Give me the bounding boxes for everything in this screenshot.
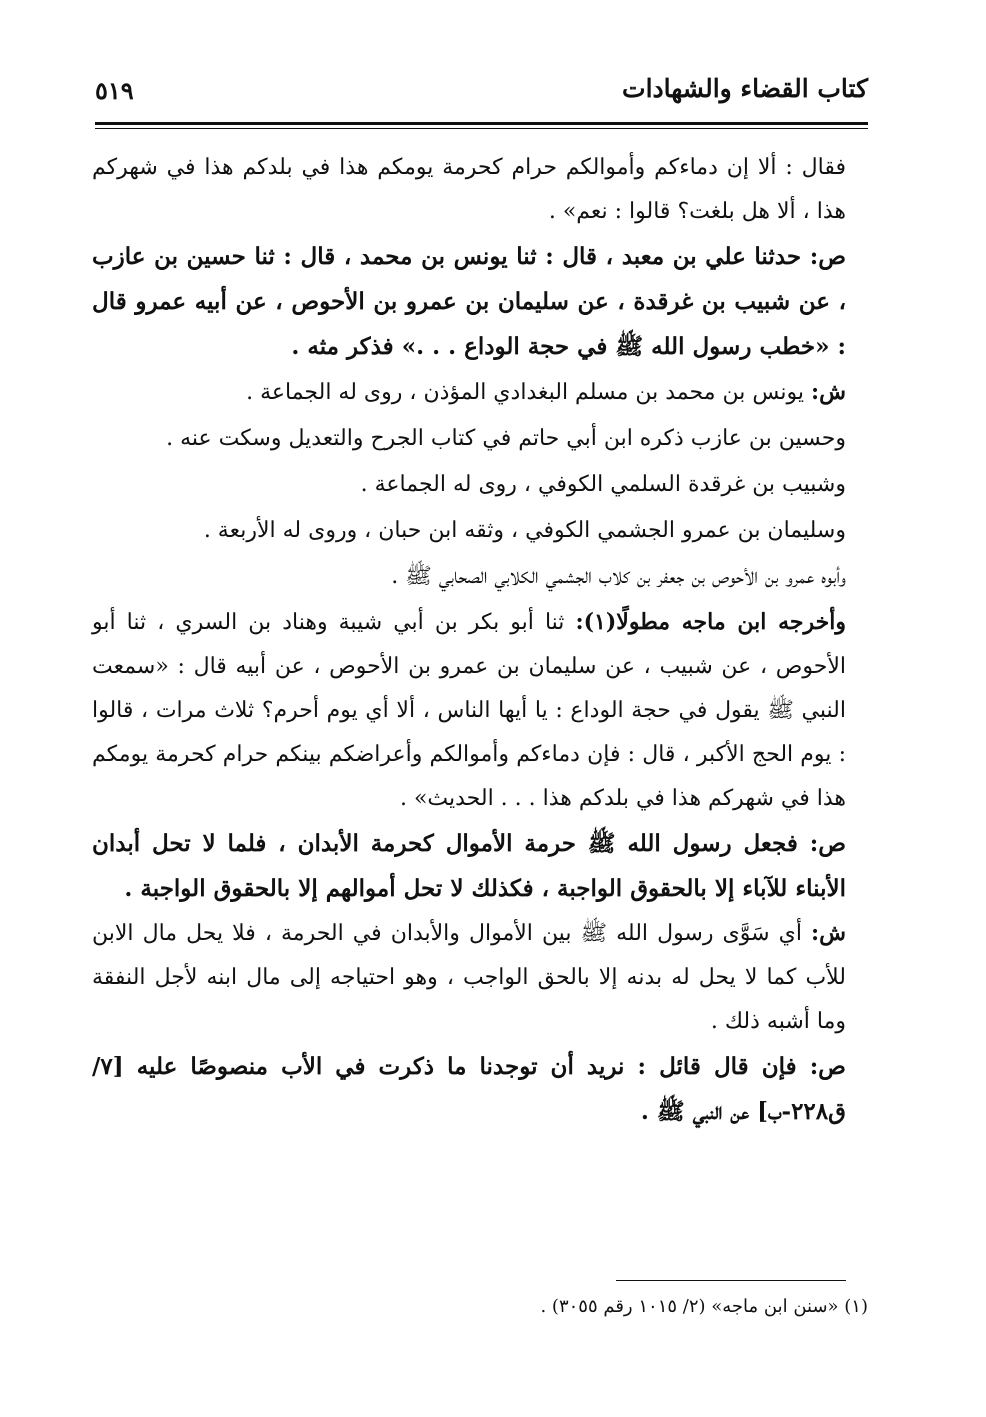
paragraph-text: وشبيب بن غرقدة السلمي الكوفي ، روى له الجماعة . — [360, 472, 846, 497]
paragraph-label: ص: — [809, 830, 847, 857]
paragraph-label: ش: — [811, 920, 846, 946]
paragraph-text: فإن قال قائل : نريد أن توجدنا ما ذكرت في الأب منصوصًا عليه [٧/ ق٢٢٨-ب] عن النبي ﷺ . — [92, 1053, 846, 1125]
paragraph — [92, 911, 846, 1044]
page-number: ٥١٩ — [95, 76, 134, 105]
footnote: (١) «سنن ابن ماجه» (٢/ ١٠١٥ رقم ٣٠٥٥) . — [540, 1296, 868, 1317]
paragraph — [92, 508, 846, 554]
header-rule-thick — [95, 122, 868, 125]
paragraph-text: وحسين بن عازب ذكره ابن أبي حاتم في كتاب الجرح والتعديل وسكت عنه . — [166, 426, 846, 451]
running-title: كتاب القضاء والشهادات — [622, 74, 868, 103]
main-text — [92, 146, 846, 1134]
paragraph-label: ص: — [809, 243, 846, 270]
paragraph — [92, 600, 846, 821]
paragraph — [92, 416, 846, 462]
paragraph — [92, 821, 846, 911]
paragraph — [92, 146, 846, 234]
paragraph — [92, 1044, 846, 1134]
paragraph-text: يونس بن محمد بن مسلم البغدادي المؤذن ، روى له الجماعة . — [246, 380, 805, 405]
paragraph-text: وأبوه عمرو بن الأحوص بن جعفر بن كلاب الجشمي الكلابي الصحابي ﷺ . — [391, 564, 846, 589]
paragraph — [92, 369, 846, 416]
paragraph-label: وأخرجه ابن ماجه مطولًا(١): — [575, 609, 846, 635]
paragraph-label: ش: — [811, 379, 846, 405]
paragraph — [92, 554, 846, 600]
paragraph-text: أي سَوَّى رسول الله ﷺ بين الأموال والأبدان في الحرمة ، فلا يحل مال الابن للأب كما لا يحل له بدنه إلا بالحق الواجب ، وهو احتياجه إلى مال ابنه لأجل النفقة وما أشبه ذلك . — [92, 921, 846, 1034]
paragraph — [92, 462, 846, 508]
paragraph-text: فقال : ألا إن دماءكم وأموالكم حرام كحرمة يومكم هذا في بلدكم هذا في شهركم هذا ، ألا هل بلغت؟ قالوا : نعم» . — [92, 155, 846, 224]
paragraph-label: ص: — [809, 1053, 846, 1080]
paragraph-text: فجعل رسول الله ﷺ حرمة الأموال كحرمة الأبدان ، فلما لا تحل أبدان الأبناء للآباء إلا بالحقوق الواجبة ، فكذلك لا تحل أموالهم إلا بالحقوق الواجبة . — [92, 830, 846, 902]
footnote-rule — [616, 1280, 846, 1281]
paragraph-text: حدثنا علي بن معبد ، قال : ثنا يونس بن محمد ، قال : ثنا حسين بن عازب ، عن شبيب بن غرقدة ، عن سليمان بن عمرو بن الأحوص ، عن أبيه عمرو قال : «خطب رسول الله ﷺ في حجة الوداع . . .» فذكر مثه . — [92, 243, 846, 360]
paragraph-text: وسليمان بن عمرو الجشمي الكوفي ، وثقه ابن حبان ، وروى له الأربعة . — [203, 518, 846, 543]
paragraph — [92, 234, 846, 369]
paragraph-text: ثنا أبو بكر بن أبي شيبة وهناد بن السري ، ثنا أبو الأحوص ، عن شبيب ، عن سليمان بن عمرو بن الأحوص ، عن أبيه قال : «سمعت النبي ﷺ يقول في حجة الوداع : يا أيها الناس ، ألا أي يوم أحرم؟ ثلاث مرات ، قالوا : يوم الحج الأكبر ، قال : فإن دماءكم وأموالكم وأعراضكم بينكم حرام كحرمة يومكم هذا في شهركم هذا في بلدكم هذا . . . الحديث» . — [92, 610, 846, 811]
page-header — [95, 72, 868, 116]
header-rule-thin — [95, 128, 868, 129]
